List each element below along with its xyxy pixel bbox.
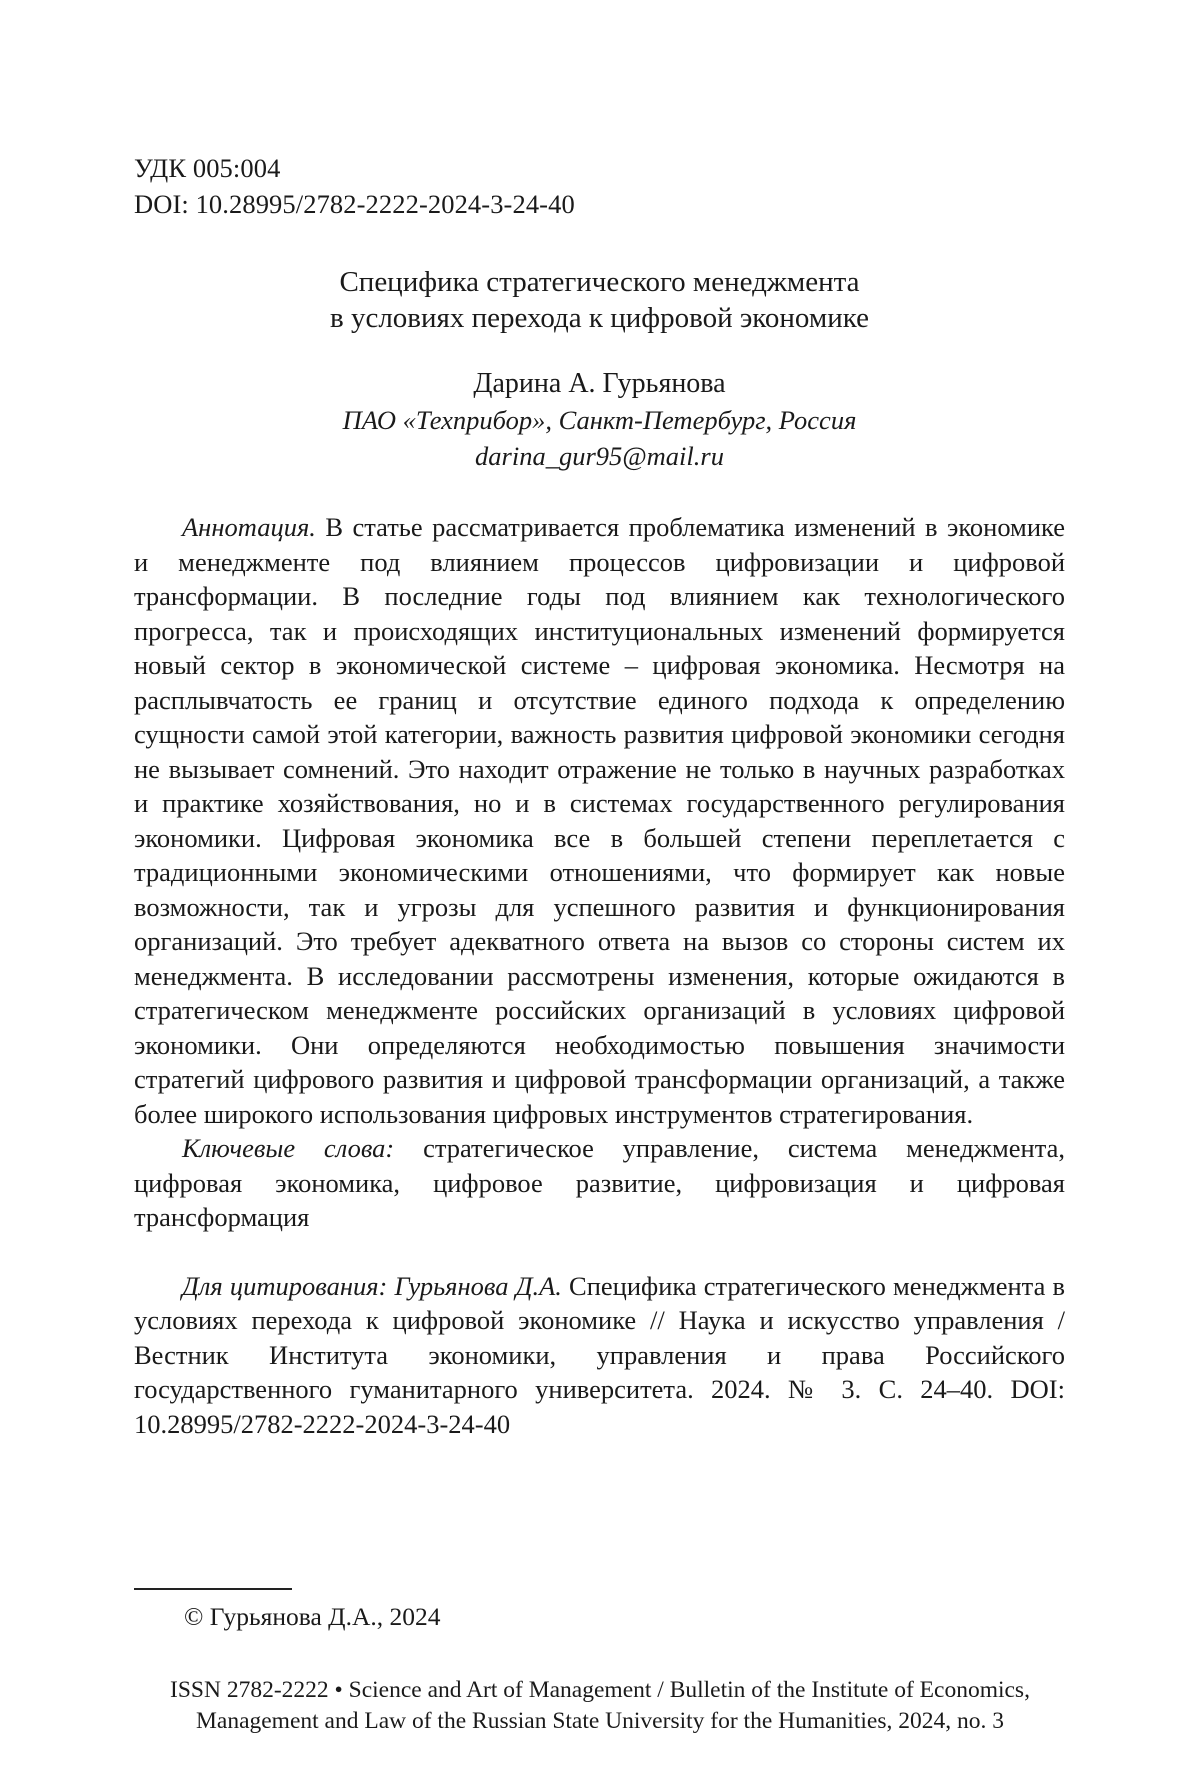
citation-label: Для цитирования: Гурьянова Д.А. [182, 1270, 562, 1301]
author-name: Дарина А. Гурьянова [473, 368, 726, 399]
abstract [134, 510, 1065, 1131]
copyright-note: © Гурьянова Д.А., 2024 [184, 1602, 441, 1631]
article-header [134, 150, 1065, 1468]
footnote-divider [134, 1588, 292, 1590]
issn-line-1: ISSN 2782-2222 • Science and Art of Management / Bulletin of the Institute of Economics, [170, 1677, 1030, 1703]
udk-code: УДК 005:004 [134, 153, 281, 183]
article-title [134, 264, 1065, 336]
citation-text: Специфика стратегического менеджмента в условиях перехода к цифровой экономике // Наука и искусство управления / Вестник Института экономики, управления и права Российского государственного гуманитарного университета. 2024. № 3. С. 24–40. DOI: 10.28995/2782-2222-2024-3-24-40 [134, 1270, 1065, 1439]
keywords-label: Ключевые слова: [182, 1133, 395, 1163]
keywords [134, 1131, 1065, 1235]
journal-footer [0, 1675, 1200, 1737]
abstract-text: В статье рассматривается проблематика изменений в экономике и менеджменте под влиянием процессов цифровизации и цифровой трансформации. В последние годы под влиянием как технологического прогресса, так и происходящих институциональных изменений формируется новый сектор в экономической системе – цифровая экономика. Несмотря на расплывчатость ее границ и отсутствие единого подхода к определению сущности самой этой категории, важность развития цифровой экономики сегодня не вызывает сомнений. Это находит отражение не только в научных разработках и практике хозяйствования, но и в системах государственного регулирования экономики. Цифровая экономика все в большей степени переплетается с традиционными экономическими отношениями, что формирует как новые возможности, так и угрозы для успешного развития и функционирования организаций. Это требует адекватного ответа на вызов со стороны систем их менеджмента. В исследовании рассмотрены изменения, которые ожидаются в стратегическом менеджменте российских организаций в условиях цифровой экономики. Они определяются необходимостью повышения значимости стратегий цифрового развития и цифровой трансформации организаций, а также более широкого использования цифровых инструментов стратегирования. [134, 512, 1065, 1129]
citation [134, 1269, 1065, 1442]
keywords-text: стратегическое управление, система менеджмента, цифровая экономика, цифровое развитие, цифровизация и цифровая трансформация [134, 1133, 1065, 1232]
issn-line-2: Management and Law of the Russian State University for the Humanities, 2024, no. 3 [196, 1708, 1004, 1734]
title-line-1: Специфика стратегического менеджмента [339, 266, 860, 298]
doi-top: DOI: 10.28995/2782-2222-2024-3-24-40 [134, 189, 575, 219]
title-line-2: в условиях перехода к цифровой экономике [330, 302, 869, 334]
abstract-label: Аннотация. [182, 512, 316, 542]
author-email: darina_gur95@mail.ru [475, 441, 724, 471]
author-affiliation: ПАО «Техприбор», Санкт-Петербург, Россия [342, 405, 857, 435]
